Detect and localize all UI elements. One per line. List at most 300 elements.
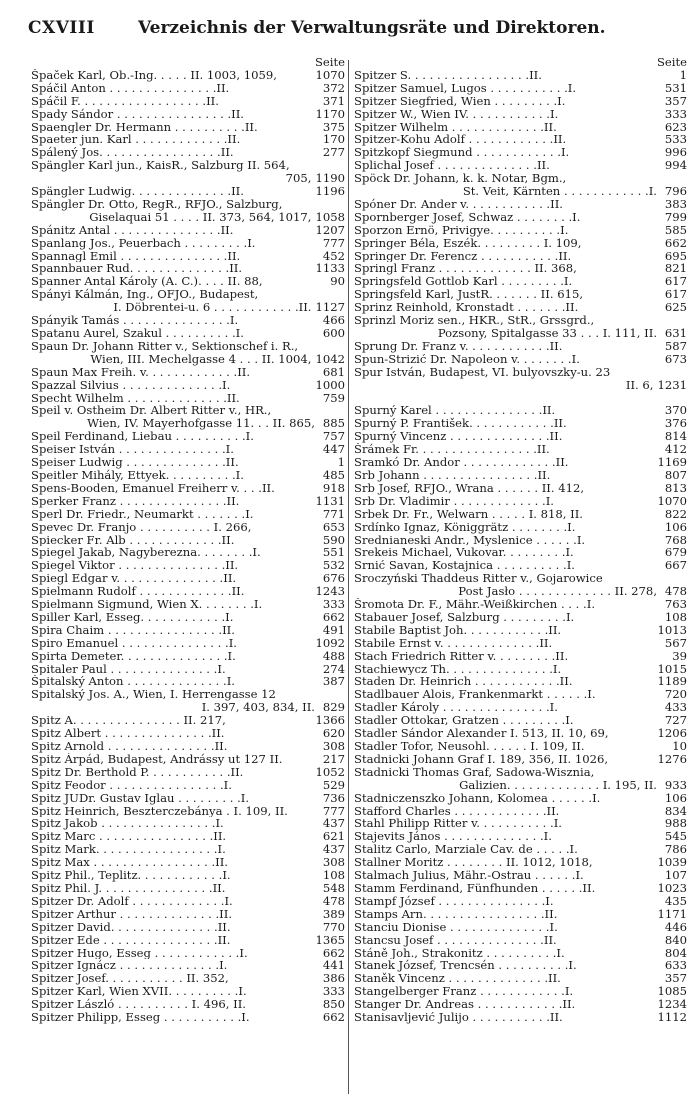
index-entry — [354, 262, 687, 275]
entry-name: Speil Ferdinand, Liebau . . . . . . . . . .I. — [31, 430, 254, 444]
index-entry — [354, 663, 687, 676]
entry-name: Spatanu Aurel, Szakul . . . . . . . . . .I. — [31, 327, 244, 340]
entry-name: Špitalský Anton . . . . . . . . . . . . . .I. — [31, 675, 235, 689]
entry-page: 662 — [322, 1011, 345, 1024]
entry-name: Srednianeski Andr., Myslenice . . . . . .I. — [354, 533, 586, 547]
entry-name: Srb Dr. Vladimir . . . . . . . . . . . . .I. — [354, 494, 554, 508]
entry-name: Stanisavljević Julijo . . . . . . . . . . .II. — [354, 1011, 563, 1024]
entry-name: Spiecker Fr. Alb . . . . . . . . . . . . .II. — [31, 533, 235, 547]
index-entry — [31, 869, 345, 882]
index-entry-continuation — [31, 701, 345, 714]
index-entry-continuation — [31, 417, 345, 430]
entry-name: 705, — [285, 172, 312, 186]
entry-name: Sperl Dr. Friedr., Neumarkt . . . . . . .I. — [31, 507, 254, 521]
index-entry — [354, 753, 687, 766]
index-entry — [31, 521, 345, 534]
index-entry — [31, 69, 345, 82]
entry-page: 736 — [322, 791, 345, 805]
entry-page: 617 — [664, 288, 687, 302]
index-entry — [31, 82, 345, 95]
entry-name: Spady Sándor . . . . . . . . . . . . . . . .II. — [31, 107, 244, 121]
entry-name: Srdínko Ignaz, Königgrätz . . . . . . . .I. — [354, 520, 576, 534]
entry-name: Spitzer Siegfried, Wien . . . . . . . . .I. — [354, 94, 566, 108]
entry-page: 587 — [664, 339, 687, 353]
entry-name: Sprung Dr. Franz v. . . . . . . . . . . .II. — [354, 339, 563, 353]
index-entry — [354, 288, 687, 301]
index-entry — [31, 430, 345, 443]
entry-page: 447 — [322, 443, 345, 457]
entry-name: Specht Wilhelm . . . . . . . . . . . . . .II. — [31, 391, 240, 405]
entry-page: 532 — [322, 559, 345, 573]
entry-name: Srekeis Michael, Vukovar. . . . . . . . .I. — [354, 546, 574, 560]
index-entry — [354, 727, 687, 740]
index-entry — [31, 572, 345, 585]
entry-name: Spazzal Silvius . . . . . . . . . . . . . .I. — [31, 378, 231, 392]
index-entry — [31, 159, 345, 172]
index-entry — [31, 185, 345, 198]
page-header — [28, 18, 686, 42]
index-entry — [354, 521, 687, 534]
entry-name: Spitzer-Kohu Adolf . . . . . . . . . . . .II. — [354, 133, 567, 147]
entry-page: 375 — [322, 120, 345, 134]
index-entry — [354, 805, 687, 818]
entry-page: 600 — [322, 327, 345, 340]
entry-name: Galizien. . . . . . . . . . . . . I. 195, II. — [459, 778, 657, 792]
entry-page: 437 — [322, 817, 345, 831]
entry-page: 759 — [322, 391, 345, 405]
entry-name: Stadler Tofor, Neusohl. . . . . . I. 109, II. — [354, 740, 585, 753]
entry-name: Spitz Max . . . . . . . . . . . . . . . . .II. — [31, 856, 228, 870]
entry-page: 1023 — [657, 881, 687, 895]
index-entry — [31, 908, 345, 921]
entry-name: Spitz Heinrich, Beszterczebánya . I. 109, II. — [31, 804, 288, 818]
entry-page: 996 — [664, 146, 687, 160]
entry-page: 727 — [664, 714, 687, 728]
entry-name: Staněk Vincenz . . . . . . . . . . . . . .II. — [354, 972, 561, 986]
index-entry — [31, 598, 345, 611]
index-entry — [31, 469, 345, 482]
entry-name: Spáčil F. . . . . . . . . . . . . . . . . .II. — [31, 94, 219, 108]
entry-page: 662 — [664, 236, 687, 250]
entry-page: 834 — [664, 804, 687, 818]
entry-name: Spitz Arnold . . . . . . . . . . . . . . .II. — [31, 740, 228, 753]
index-entry — [354, 998, 687, 1011]
index-entry — [354, 843, 687, 856]
entry-name: Šrámek Fr. . . . . . . . . . . . . . . . .II. — [354, 443, 550, 457]
index-entry — [354, 456, 687, 469]
index-entry — [354, 714, 687, 727]
entry-page: 308 — [322, 740, 345, 753]
index-entry — [354, 508, 687, 521]
index-entry — [31, 611, 345, 624]
entry-page: 90 — [330, 275, 345, 289]
entry-name: Stadlbauer Alois, Frankenmarkt . . . . . .I. — [354, 688, 596, 702]
entry-page: 488 — [322, 649, 345, 663]
entry-name: Springsfeld Karl, JustR. . . . . . . II. 615, — [354, 288, 584, 302]
entry-name: Spannagl Emil . . . . . . . . . . . . . . .II. — [31, 249, 241, 263]
entry-page: 679 — [664, 546, 687, 560]
entry-name: Šromota Dr. F., Mähr.-Weißkirchen . . . .I. — [354, 598, 596, 611]
index-entry-continuation — [31, 353, 345, 366]
entry-name: Spitzer Hugo, Esseg . . . . . . . . . . . .I. — [31, 946, 248, 960]
entry-page: 822 — [664, 507, 687, 521]
entry-page: 850 — [322, 998, 345, 1012]
index-entry — [31, 275, 345, 288]
entry-page: 1171 — [657, 907, 687, 921]
index-entry — [31, 817, 345, 830]
index-entry — [31, 688, 345, 701]
entry-page: 551 — [322, 546, 345, 560]
index-entry — [354, 353, 687, 366]
entry-name: Stamm Ferdinand, Fünfhunden . . . . . .II. — [354, 881, 596, 895]
index-entry — [354, 959, 687, 972]
entry-page: 387 — [322, 675, 345, 689]
index-entry — [354, 1011, 687, 1024]
entry-page: 371 — [322, 94, 345, 108]
index-entry — [31, 340, 345, 353]
index-entry — [31, 934, 345, 947]
index-entry — [31, 495, 345, 508]
entry-page: 1131 — [315, 494, 345, 508]
index-entry — [354, 908, 687, 921]
entry-name: Spurný Karel . . . . . . . . . . . . . . .II. — [354, 404, 556, 418]
entry-name: Špaček Karl, Ob.-Ing. . . . . II. 1003, 1059, — [31, 68, 277, 82]
entry-name: Wien, III. Mechelgasse 4 . . . II. 1004, — [90, 352, 312, 366]
index-entry — [31, 663, 345, 676]
index-entry — [354, 869, 687, 882]
index-entry — [31, 314, 345, 327]
entry-page: 1169 — [657, 456, 687, 469]
entry-page: 217 — [322, 752, 345, 766]
index-entry — [31, 121, 345, 134]
page-number: CXVIII — [28, 18, 95, 38]
index-entry — [354, 82, 687, 95]
index-entry — [31, 262, 345, 275]
entry-page: 1365 — [315, 933, 345, 947]
entry-page: 1013 — [657, 623, 687, 637]
entry-name: Stahl Philipp Ritter v. . . . . . . . . . .I. — [354, 817, 562, 831]
seite-label: Seite — [656, 55, 687, 69]
entry-page: 1189 — [657, 675, 687, 689]
entry-name: Spitz JUDr. Gustav Iglau . . . . . . . . .I. — [31, 791, 250, 805]
index-entry — [31, 882, 345, 895]
entry-page: 485 — [322, 468, 345, 482]
entry-list — [354, 69, 687, 1024]
entry-name: Stajevits János . . . . . . . . . . . . . .I. — [354, 830, 552, 844]
index-entry — [31, 482, 345, 495]
index-entry — [31, 637, 345, 650]
entry-page: 623 — [664, 120, 687, 134]
entry-page: 478 — [664, 585, 687, 599]
entry-name: Pozsony, Spitalgasse 33 . . . I. 111, II. — [437, 327, 657, 340]
entry-page: 918 — [322, 481, 345, 495]
entry-name: Spiegel Viktor . . . . . . . . . . . . . . .II. — [31, 559, 239, 573]
entry-name: Stanciu Dionise . . . . . . . . . . . . . .I. — [354, 920, 558, 934]
index-entry — [354, 637, 687, 650]
entry-page: 757 — [322, 430, 345, 444]
entry-name: Springer Dr. Ferencz . . . . . . . . . . .II. — [354, 249, 572, 263]
entry-name: Speil v. Ostheim Dr. Albert Ritter v., HR., — [31, 404, 272, 418]
index-entry-continuation — [31, 172, 345, 185]
index-entry — [31, 95, 345, 108]
entry-name: Stanger Dr. Andreas . . . . . . . . . . . .II. — [354, 998, 576, 1012]
index-entry — [354, 611, 687, 624]
entry-name: Spaun Dr. Johann Ritter v., Sektionschef i. R., — [31, 339, 299, 353]
entry-page: 807 — [664, 468, 687, 482]
index-entry — [31, 856, 345, 869]
entry-page: 813 — [664, 481, 687, 495]
entry-page: 777 — [322, 804, 345, 818]
index-entry — [31, 998, 345, 1011]
entry-name: Stalmach Julius, Mähr.-Ostrau . . . . . .I. — [354, 869, 584, 882]
index-entry — [354, 559, 687, 572]
index-entry — [354, 882, 687, 895]
index-entry — [354, 675, 687, 688]
index-entry — [31, 288, 345, 301]
index-entry — [31, 585, 345, 598]
index-entry — [354, 534, 687, 547]
entry-name: Stadler Ottokar, Gratzen . . . . . . . . .I. — [354, 714, 574, 728]
entry-name: Stabile Baptist Joh. . . . . . . . . . . .II. — [354, 623, 562, 637]
entry-name: Spitalský Jos. A., Wien, I. Herrengasse 12 — [31, 688, 276, 702]
entry-page: 988 — [664, 817, 687, 831]
entry-name: Springer Béla, Eszék. . . . . . . . . I. 109, — [354, 236, 582, 250]
entry-name: Spiegel Jakab, Nagyberezna. . . . . . . .I. — [31, 546, 261, 560]
entry-page: 107 — [664, 869, 687, 882]
entry-name: Spanner Antal Károly (A. C.). . . . II. 88, — [31, 275, 263, 289]
entry-page: 681 — [322, 365, 345, 379]
entry-page: 840 — [664, 933, 687, 947]
index-entry — [354, 392, 687, 405]
entry-name: Spurný Vincenz . . . . . . . . . . . . . .II. — [354, 430, 563, 444]
entry-name: Spängler Ludwig. . . . . . . . . . . . . .II. — [31, 185, 244, 198]
entry-name: Spitz Árpád, Budapest, Andrássy ut 127 II. — [31, 752, 283, 766]
entry-name: Stanek József, Trencsén . . . . . . . . . .I. — [354, 959, 577, 973]
entry-page: 108 — [664, 610, 687, 624]
entry-page: 1085 — [657, 985, 687, 999]
entry-page: 531 — [664, 81, 687, 95]
index-entry — [31, 753, 345, 766]
entry-page: 529 — [322, 778, 345, 792]
entry-name: Spanlang Jos., Peuerbach . . . . . . . . .I. — [31, 236, 256, 250]
index-entry — [354, 237, 687, 250]
index-entry — [31, 237, 345, 250]
index-entry — [31, 805, 345, 818]
entry-name: Spitz Jakob . . . . . . . . . . . . . . . .I. — [31, 817, 224, 831]
entry-name: Spens-Booden, Emanuel Freiherr v. . . .II. — [31, 481, 275, 495]
entry-page: 1042 — [315, 352, 345, 366]
entry-page: 545 — [664, 830, 687, 844]
entry-name: Speiser Ludwig . . . . . . . . . . . . . .II. — [31, 456, 239, 469]
entry-page: 1276 — [657, 752, 687, 766]
index-entry — [31, 198, 345, 211]
index-entry — [354, 121, 687, 134]
index-entry — [31, 327, 345, 340]
entry-name: Spitz A. . . . . . . . . . . . . . . II. 217, — [31, 714, 226, 728]
entry-page: 720 — [664, 688, 687, 702]
index-entry — [354, 830, 687, 843]
index-entry-continuation — [354, 779, 687, 792]
entry-page: 567 — [664, 636, 687, 650]
entry-page: 39 — [672, 649, 687, 663]
entry-name: Speiser István . . . . . . . . . . . . . . .I. — [31, 443, 234, 457]
index-entry — [31, 366, 345, 379]
entry-page: 1 — [679, 68, 687, 82]
index-entry-continuation — [354, 327, 687, 340]
index-entry — [354, 572, 687, 585]
index-entry — [354, 701, 687, 714]
entry-name: Stadniczenszko Johann, Kolomea . . . . . .I. — [354, 791, 601, 805]
entry-page: 277 — [322, 146, 345, 160]
index-entry — [31, 740, 345, 753]
entry-name: Post Jasło . . . . . . . . . . . . . II. 278, — [458, 585, 657, 599]
index-entry — [31, 108, 345, 121]
entry-name: Spängler Dr. Otto, RegR., RFJO., Salzburg, — [31, 197, 283, 211]
entry-name: Stáně Joh., Strakonitz . . . . . . . . . .I. — [354, 946, 565, 960]
entry-page: 804 — [664, 946, 687, 960]
entry-page: 274 — [322, 662, 345, 676]
entry-page: 885 — [322, 417, 345, 431]
entry-name: Stadler Károly . . . . . . . . . . . . . . .I. — [354, 701, 558, 715]
entry-name: Spurný P. František. . . . . . . . . . . .II. — [354, 417, 567, 431]
entry-name: Sporzon Ernö, Privigye. . . . . . . . . .I. — [354, 223, 569, 237]
entry-page: 933 — [664, 778, 687, 792]
entry-page: 1366 — [315, 714, 345, 728]
index-entry — [31, 714, 345, 727]
entry-page: 106 — [664, 791, 687, 805]
entry-name: Stabile Ernst v. . . . . . . . . . . . . .II. — [354, 636, 553, 650]
index-entry — [354, 624, 687, 637]
entry-name: Stafford Charles . . . . . . . . . . . . .II. — [354, 804, 560, 818]
index-entry — [31, 559, 345, 572]
entry-name: Spitz Albert . . . . . . . . . . . . . . .II. — [31, 727, 225, 741]
entry-page: 667 — [664, 559, 687, 573]
index-entry — [354, 146, 687, 159]
entry-name: St. Veit, Kärnten . . . . . . . . . . . .I. — [462, 185, 657, 198]
entry-name: Sprinz Reinhold, Kronstadt . . . . . . .II. — [354, 301, 579, 315]
entry-name: Stamps Arn. . . . . . . . . . . . . . . . .II. — [354, 907, 558, 921]
index-entry — [31, 1011, 345, 1024]
index-entry — [31, 546, 345, 559]
entry-page: 333 — [322, 985, 345, 999]
entry-name: Stadnicki Thomas Graf, Sadowa-Wisznia, — [354, 765, 595, 779]
index-entry — [31, 133, 345, 146]
index-entry — [31, 921, 345, 934]
index-entry — [31, 895, 345, 908]
index-entry — [31, 456, 345, 469]
entry-page: 770 — [322, 920, 345, 934]
index-entry — [31, 959, 345, 972]
index-entry — [31, 224, 345, 237]
entry-name: Spielmann Sigmund, Wien X. . . . . . . .I. — [31, 598, 263, 611]
entry-page: 631 — [664, 327, 687, 340]
entry-name: Stabauer Josef, Salzburg . . . . . . . . .I. — [354, 610, 575, 624]
entry-name: Sperker Franz . . . . . . . . . . . . . . .II. — [31, 494, 240, 508]
index-entry — [354, 443, 687, 456]
entry-page: 771 — [322, 507, 345, 521]
entry-name: Spitzer Dr. Adolf . . . . . . . . . . . . .I. — [31, 894, 233, 908]
entry-name: Springl Franz . . . . . . . . . . . . . II. 368, — [354, 262, 577, 276]
entry-page: 1190 — [315, 172, 345, 186]
entry-name: Spitz Mark. . . . . . . . . . . . . . . . .I. — [31, 843, 226, 857]
index-entry — [354, 546, 687, 559]
entry-page: 676 — [322, 572, 345, 586]
entry-name: Spitz Feodor . . . . . . . . . . . . . . . .I. — [31, 778, 232, 792]
index-entry — [354, 947, 687, 960]
index-entry — [354, 198, 687, 211]
entry-page: 1234 — [657, 998, 687, 1012]
entry-page: 821 — [664, 262, 687, 276]
index-entry — [31, 972, 345, 985]
entry-name: Spányik Tamás . . . . . . . . . . . . . . .I. — [31, 314, 239, 328]
entry-name: Splichal Josef . . . . . . . . . . . . . .II. — [354, 159, 550, 173]
entry-name: Spitzer Josef. . . . . . . . . . . II. 352, — [31, 972, 229, 986]
entry-page: 786 — [664, 843, 687, 857]
entry-page: 478 — [322, 894, 345, 908]
entry-name: Spitzkopf Siegmund . . . . . . . . . . . .I. — [354, 146, 570, 160]
index-entry — [31, 830, 345, 843]
index-entry — [354, 250, 687, 263]
index-entry — [354, 95, 687, 108]
index-entry — [31, 250, 345, 263]
index-entry — [354, 792, 687, 805]
index-entry — [31, 508, 345, 521]
entry-page: 372 — [322, 81, 345, 95]
entry-page: 357 — [664, 972, 687, 986]
index-entry — [31, 792, 345, 805]
entry-name: Spányi Kálmán, Ing., OFJO., Budapest, — [31, 288, 259, 302]
entry-page: 673 — [664, 352, 687, 366]
right-column — [354, 56, 687, 1024]
entry-name: Stachiewycz Th. . . . . . . . . . . . . . .I. — [354, 662, 562, 676]
entry-name: Spitzer Wilhelm . . . . . . . . . . . . .II. — [354, 120, 557, 134]
index-entry — [354, 211, 687, 224]
entry-name: Stallner Moritz . . . . . . . . II. 1012, 1018, — [354, 856, 593, 870]
entry-page: 1000 — [315, 378, 345, 392]
index-entry — [354, 688, 687, 701]
index-entry — [31, 443, 345, 456]
entry-page: 441 — [322, 959, 345, 973]
entry-name: Spánitz Antal . . . . . . . . . . . . . . .II. — [31, 223, 234, 237]
entry-name: Spira Chaim . . . . . . . . . . . . . . . .II. — [31, 623, 235, 637]
index-entry — [31, 779, 345, 792]
entry-page: 1 — [337, 456, 345, 469]
entry-page: 389 — [322, 907, 345, 921]
entry-name: Sprinzl Moriz sen., HKR., StR., Grssgrd., — [354, 314, 595, 328]
entry-name: Spannbauer Rud. . . . . . . . . . . . . .II. — [31, 262, 243, 276]
index-entry — [31, 985, 345, 998]
entry-page: 10 — [672, 740, 687, 753]
entry-name: Sroczyński Thaddeus Ritter v., Gojarowice — [354, 572, 603, 586]
entry-name: Spur István, Budapest, VI. bulyovszky-u. 23 — [354, 365, 611, 379]
entry-page: 653 — [322, 520, 345, 534]
entry-page: 777 — [322, 236, 345, 250]
entry-page: 1070 — [315, 68, 345, 82]
index-entry — [354, 921, 687, 934]
entry-page: 620 — [322, 727, 345, 741]
entry-name: Giselaquai 51 . . . . II. 373, 564, 1017, — [89, 210, 312, 224]
index-entry-continuation — [354, 379, 687, 392]
index-entry — [31, 675, 345, 688]
entry-name: I. 397, 403, 834, II. — [201, 701, 315, 715]
entry-name: Stadnicki Johann Graf I. 189, 356, II. 1026, — [354, 752, 609, 766]
entry-page: 799 — [664, 210, 687, 224]
entry-page: 412 — [664, 443, 687, 457]
entry-page: 1039 — [657, 856, 687, 870]
index-entry — [354, 404, 687, 417]
index-entry — [31, 947, 345, 960]
entry-page: 533 — [664, 133, 687, 147]
